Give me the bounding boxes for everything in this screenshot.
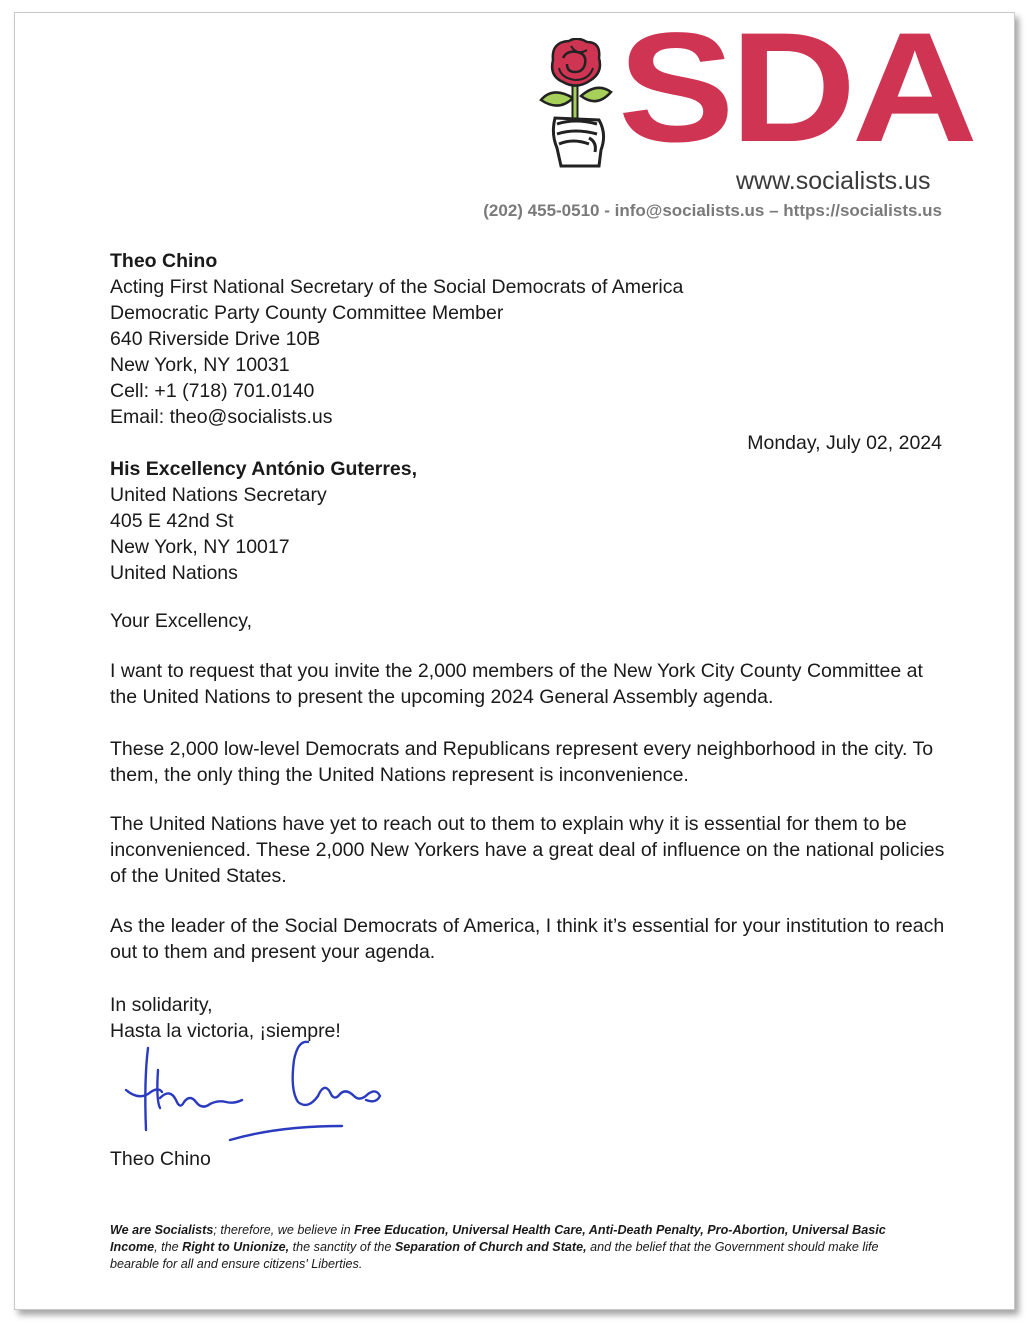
rose-fist-icon	[531, 38, 621, 168]
recipient-name: His Excellency António Guterres,	[110, 458, 418, 480]
footer-part-2: ; therefore, we believe in	[213, 1223, 355, 1237]
sender-address1: 640 Riverside Drive 10B	[110, 328, 321, 350]
sender-role: Democratic Party County Committee Member	[110, 302, 504, 324]
contact-line: (202) 455-0510 - info@socialists.us – https://socialists.us	[483, 201, 942, 220]
footer-part-5: Right to Unionize,	[182, 1240, 290, 1254]
sender-cell: Cell: +1 (718) 701.0140	[110, 380, 315, 402]
footer-part-7: Separation of Church and State,	[394, 1240, 587, 1254]
recipient-address1: 405 E 42nd St	[110, 510, 234, 532]
sender-address2: New York, NY 10031	[110, 354, 290, 376]
body-paragraph-2: These 2,000 low-level Democrats and Republicans represent every neighborhood in the city. To them, the only thing the United Nations represent is inconvenience.	[110, 738, 934, 786]
recipient-title: United Nations Secretary	[110, 484, 327, 506]
recipient-org: United Nations	[110, 562, 238, 584]
sda-logo	[517, 1, 974, 175]
footer-part-3: Free Education, Universal Health Care, Anti-Death Penalty, Pro-Abortion, Universal Basic Income	[110, 1223, 886, 1254]
handwritten-signature	[118, 1030, 398, 1150]
closing-line-1: In solidarity,	[110, 994, 213, 1016]
recipient-address2: New York, NY 10017	[110, 536, 290, 558]
body-paragraph-4: As the leader of the Social Democrats of America, I think it’s essential for your institution to reach out to them and present your agenda.	[110, 915, 945, 963]
sda-logo-text: SDA	[618, 1, 974, 175]
sender-title: Acting First National Secretary of the Social Democrats of America	[110, 276, 684, 298]
footer-part-6: the sanctity of the	[289, 1240, 395, 1254]
footer-part-1: We are Socialists	[110, 1223, 214, 1237]
website-text: www.socialists.us	[736, 167, 931, 195]
body-paragraph-3: The United Nations have yet to reach out to them to explain why it is essential for them to be inconvenienced. These 2,000 New Yorkers have a great deal of influence on the national policies of the United States.	[110, 813, 945, 887]
body-paragraph-1: I want to request that you invite the 2,000 members of the New York City County Committee at the United Nations to present the upcoming 2024 General Assembly agenda.	[110, 660, 923, 708]
closing-line-2: Hasta la victoria, ¡siempre!	[110, 1020, 341, 1042]
signature-name: Theo Chino	[110, 1148, 211, 1170]
sender-email: Email: theo@socialists.us	[110, 406, 333, 428]
footer-part-8: and the belief that the Government should make life bearable for all and ensure citizens' Liberties.	[110, 1240, 879, 1271]
footer-part-4: , the	[154, 1240, 183, 1254]
sender-name: Theo Chino	[110, 250, 218, 272]
salutation: Your Excellency,	[110, 610, 252, 632]
footer-statement	[110, 1222, 930, 1273]
letter-date: Monday, July 02, 2024	[747, 432, 942, 454]
